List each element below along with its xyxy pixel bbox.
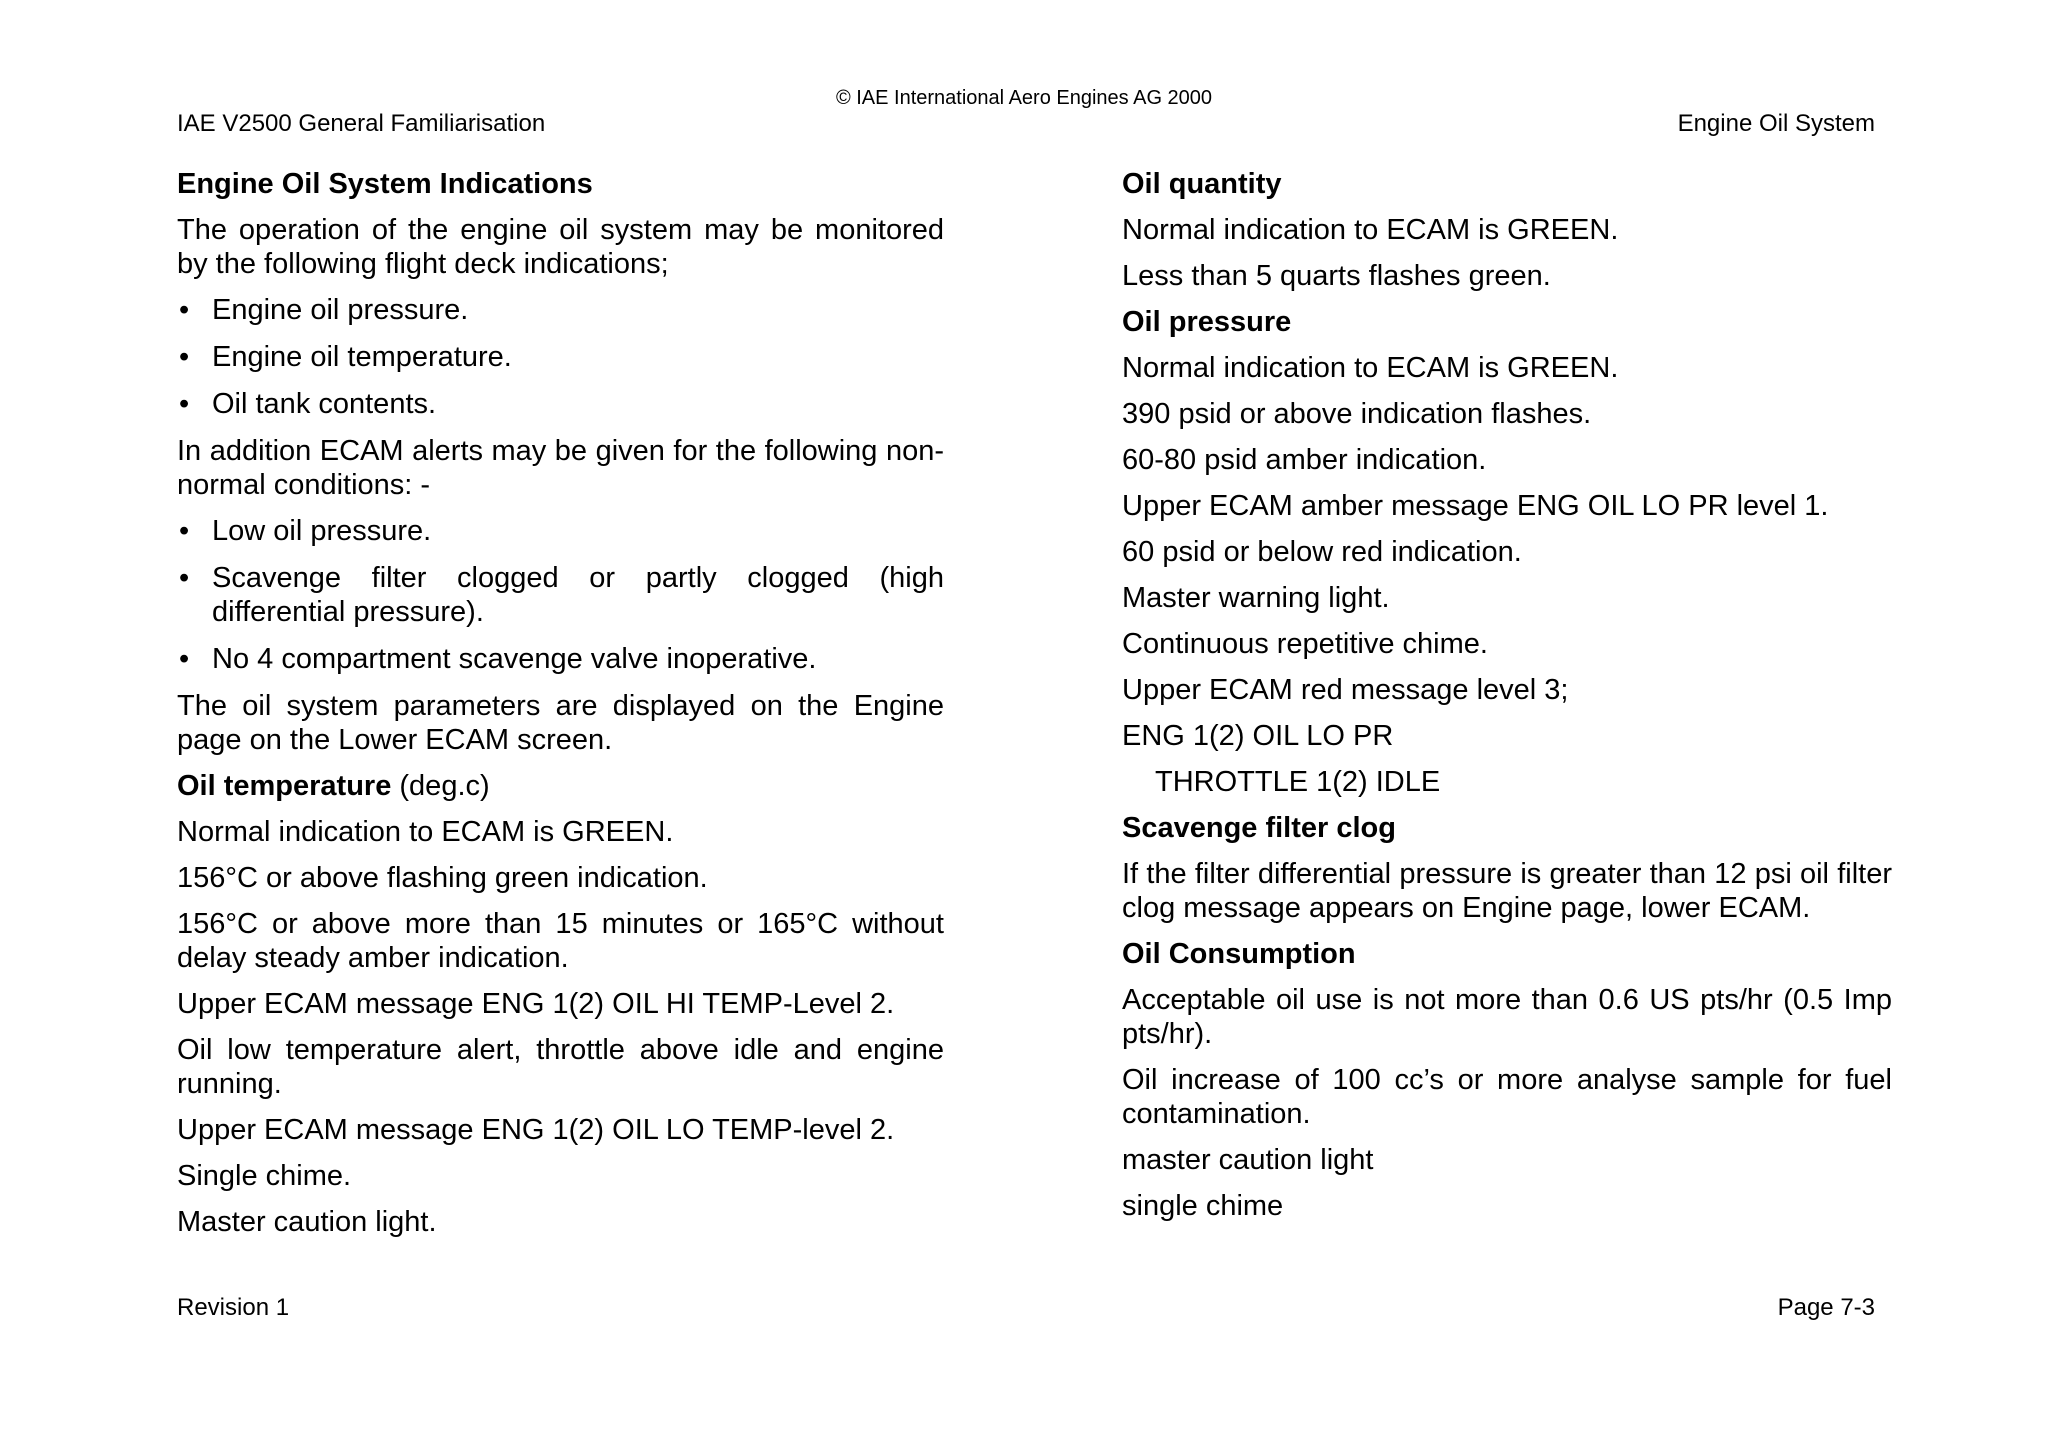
oil-pressure-heading: Oil pressure [1122, 306, 1292, 338]
bullet-icon: • [179, 562, 190, 594]
list-item: • Scavenge filter clogged or partly clogged (high differential pressure). [179, 562, 944, 628]
bullet-icon: • [179, 341, 190, 373]
temp-line: Oil low temperature alert, throttle above idle and engine running. [177, 1034, 944, 1100]
pressure-line: 390 psid or above indication flashes. [1122, 398, 1592, 430]
footer-page-number: Page 7-3 [1777, 1294, 1875, 1321]
header-document-title: IAE V2500 General Familiarisation [177, 110, 546, 137]
bullet-icon: • [179, 388, 190, 420]
consumption-line: single chime [1122, 1190, 1284, 1222]
oil-consumption-heading: Oil Consumption [1122, 938, 1356, 970]
pressure-line: Upper ECAM red message level 3; [1122, 674, 1569, 706]
bullet-icon: • [179, 643, 190, 675]
qty-line: Normal indication to ECAM is GREEN. [1122, 214, 1619, 246]
pressure-line: Upper ECAM amber message ENG OIL LO PR level 1. [1122, 490, 1829, 522]
consumption-line: Oil increase of 100 cc’s or more analyse sample for fuel contamination. [1122, 1064, 1892, 1130]
pressure-line: 60-80 psid amber indication. [1122, 444, 1487, 476]
oil-quantity-heading: Oil quantity [1122, 168, 1282, 200]
params-paragraph: The oil system parameters are displayed on the Engine page on the Lower ECAM screen. [177, 690, 944, 756]
alerts-intro-paragraph: In addition ECAM alerts may be given for the following non-normal conditions: - [177, 435, 944, 501]
pressure-line: Normal indication to ECAM is GREEN. [1122, 352, 1619, 384]
right-column [1122, 167, 1892, 1235]
bullet-icon: • [179, 515, 190, 547]
temp-line: 156°C or above flashing green indication. [177, 862, 708, 894]
temp-line: Upper ECAM message ENG 1(2) OIL HI TEMP-Level 2. [177, 988, 895, 1020]
list-item: • Oil tank contents. [179, 388, 437, 420]
copyright-notice: © IAE International Aero Engines AG 2000 [835, 87, 1213, 109]
bullet-icon: • [179, 294, 190, 326]
list-item: • No 4 compartment scavenge valve inoperative. [179, 643, 817, 675]
temp-line: 156°C or above more than 15 minutes or 165°C without delay steady amber indication. [177, 908, 944, 974]
oil-temperature-heading: Oil temperature (deg.c) [177, 770, 490, 802]
temp-line: Master caution light. [177, 1206, 437, 1238]
temp-line: Normal indication to ECAM is GREEN. [177, 816, 674, 848]
pressure-line: ENG 1(2) OIL LO PR [1122, 720, 1394, 752]
intro-paragraph: The operation of the engine oil system may be monitored by the following flight deck indications; [177, 214, 944, 280]
list-item: • Engine oil pressure. [179, 294, 469, 326]
pressure-line: Master warning light. [1122, 582, 1390, 614]
scavenge-filter-heading: Scavenge filter clog [1122, 812, 1396, 844]
header-section-title: Engine Oil System [1677, 110, 1875, 137]
indications-list [177, 293, 944, 421]
list-item: • Low oil pressure. [179, 515, 432, 547]
pressure-indented-line: THROTTLE 1(2) IDLE [1155, 766, 1441, 798]
temp-line: Upper ECAM message ENG 1(2) OIL LO TEMP-level 2. [177, 1114, 895, 1146]
pressure-line: 60 psid or below red indication. [1122, 536, 1522, 568]
consumption-line: master caution light [1122, 1144, 1374, 1176]
alerts-list [177, 514, 944, 676]
pressure-line: Continuous repetitive chime. [1122, 628, 1488, 660]
consumption-line: Acceptable oil use is not more than 0.6 US pts/hr (0.5 Imp pts/hr). [1122, 984, 1892, 1050]
qty-line: Less than 5 quarts flashes green. [1122, 260, 1551, 292]
scavenge-paragraph: If the filter differential pressure is greater than 12 psi oil filter clog message appears on Engine page, lower ECAM. [1122, 858, 1892, 924]
temp-line: Single chime. [177, 1160, 352, 1192]
left-column [177, 167, 944, 1251]
footer-revision: Revision 1 [177, 1294, 290, 1321]
section-title: Engine Oil System Indications [177, 168, 593, 200]
list-item: • Engine oil temperature. [179, 341, 512, 373]
